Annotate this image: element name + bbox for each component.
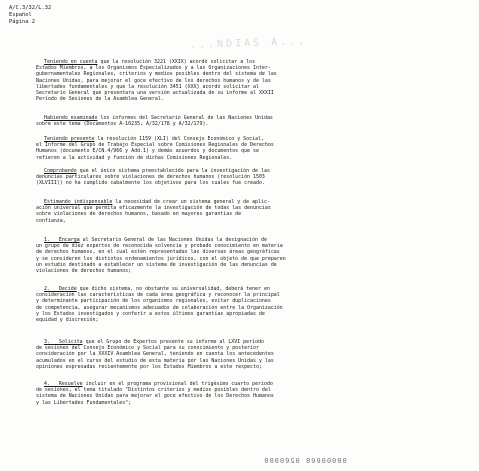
paragraph-line-text: incluir en el programa provisional del trigésimo cuarto período [82,381,273,387]
paragraph-line-text: la necesidad de crear un sistema general y de aplic- [112,199,270,205]
paragraph-line: de sesiones, el tema titulado "Distintos criterios y medios posibles dentro del [36,387,271,394]
paragraph [36,286,436,323]
paragraph-line-text: que el Grupo de Expertos presente su informe al LXVI período [82,339,264,345]
paragraph [36,237,436,274]
paragraph-lead: Teniendo presente [44,136,95,142]
paragraph-line: ación universal que permita eficazmente la investigación de todas las denuncias [36,205,271,212]
paragraph-line-text: al Secretario General de las Naciones Unidas la designación de [79,237,267,243]
paragraph-line: de derechos humanos, en el cual estén representadas las diversas áreas geográficas [36,249,280,256]
paragraph [36,381,436,406]
paragraph-lead: 3. Solicita [44,339,83,345]
paragraph-lead: 2. Decide [44,286,77,292]
paragraph-line-text: que el único sistema preestablecido para la investigación de las [76,168,270,174]
paragraph [36,115,436,127]
paragraph-line: y los Estados investigados y conferir a estos últimos garantías apropiadas de [36,310,265,317]
paragraph-line-text: que dicho sistema, no obstante su universalidad, deberá tener en [76,286,270,292]
paragraph-line: y se consideren los distintos ordenamientos jurídicos, con el objeto de que preparen [36,255,286,262]
paragraph-line: un estudio destinado a establecer un sistema de investigación de las denuncias de [36,261,277,268]
document-language: Español [9,12,32,19]
paragraph-line: consideración por la XXXIV Asamblea General, teniendo en cuenta los antecedentes [36,351,274,358]
paragraph-line-text: los informes del Secretario General de las Naciones Unidas [97,115,273,121]
paragraph-lead: Estimando indispensable [44,199,113,205]
paragraph-line: consideración las características de cada área geográfica y reconocer la principal [36,292,280,299]
paragraph-line: Humanos (documento E/CN.4/966 y Add.1) y demás acuerdos y documentos que se [36,148,259,155]
paragraph-line: sistema de Naciones Unidas para mejorar el goce efectivo de los Derechos Humanos [36,393,274,400]
paragraph [36,59,436,102]
paragraph-line: gubernamentales Regionales, criterios y medios posibles dentro del sistema de las [36,71,277,78]
paragraph-lead: Comprobando [44,168,77,174]
paragraph-line: Estados Miembros, a los Organismos Especializados y a las Organizaciones Inter- [36,65,271,72]
paragraph-line-text: la resolución 1159 (XLI) del Consejo Económico y Social, [94,136,264,142]
paragraph-line: opiniones expresadas recientemente por los Estados Miembros a este respecto; [36,363,262,370]
paragraph-line: Período de Sesiones de la Asamblea General. [36,96,164,103]
paragraph-line: de sesiones del Consejo Económico y Social para su conocimiento y posterior [36,345,259,352]
document-symbol: A/C.3/32/L.32 [9,5,52,11]
paragraph-lead: Habiendo examinado [44,115,98,121]
paragraph [36,339,436,370]
paragraph-line: denuncias particulares sobre violaciones de derechos humanos (resolución 1503 [36,174,265,181]
paragraph-lead: 1. Encarga [44,237,80,243]
paragraph-lead: 4. Resuelve [44,381,83,387]
document-header [9,5,51,27]
paragraph-line: un grupo de diez expertos de reconocida solvencia y probado conocimiento en materia [36,243,283,250]
paragraph-line: refieren a la actividad y función de dichas Comisiones Regionales. [36,154,233,161]
paragraph-line: acumulados en el curso del estudio de esta materia por las Naciones Unidas y las [36,357,274,364]
paragraph-line: violaciones de derechos humanos; [36,268,132,275]
paragraph-line: confianza, [36,217,66,224]
paragraph-lead: Teniendo en cuenta [44,59,98,65]
paragraph [36,168,436,187]
paragraph [36,136,436,161]
serial-number: 00000668 0560000 [263,456,347,464]
paragraph-line: Secretario General que presentara una versión actualizada de su informe al XXXII [36,90,274,97]
paragraph-line: libertades fundamentales y que la resolución 3451 (XXX) acordó solicitar al [36,83,259,90]
faint-watermark: ...NDIAS A... [189,35,308,52]
paragraph-line: y determinante participación de los organismos regionales, evitar duplicaciones [36,298,271,305]
paragraph [36,199,436,224]
paragraph-line-text: que la resolución 3221 (XXIX) acordó solicitar a los [97,59,256,65]
paragraph-line: de competencia, asegurar mecanismos adecuados de colaboración entre la Organización [36,304,283,311]
paragraph-line: y las Libertades Fundamentales"; [36,399,132,406]
paragraph-line: el Informe del Grupo de Trabajo Especial sobre Comisiones Regionales de Derechos [36,142,274,149]
paragraph-line: equidad y discreción; [36,317,99,324]
paragraph-line: Naciones Unidas, para mejorar el goce efectivo de los derechos humanos y de las [36,77,271,84]
paragraph-line: (XLVIII)) no ha cumplido cabalmente los objetivos para los cuales fue creado. [36,180,265,187]
paragraph-line: sobre este tema (Documentos A-10235, A/32/178 y A/32/179). [36,121,209,128]
paragraph-line: sobre violaciones de derechos humanos, basado en mayores garantías de [36,211,242,218]
page-number: Página 2 [9,19,35,26]
